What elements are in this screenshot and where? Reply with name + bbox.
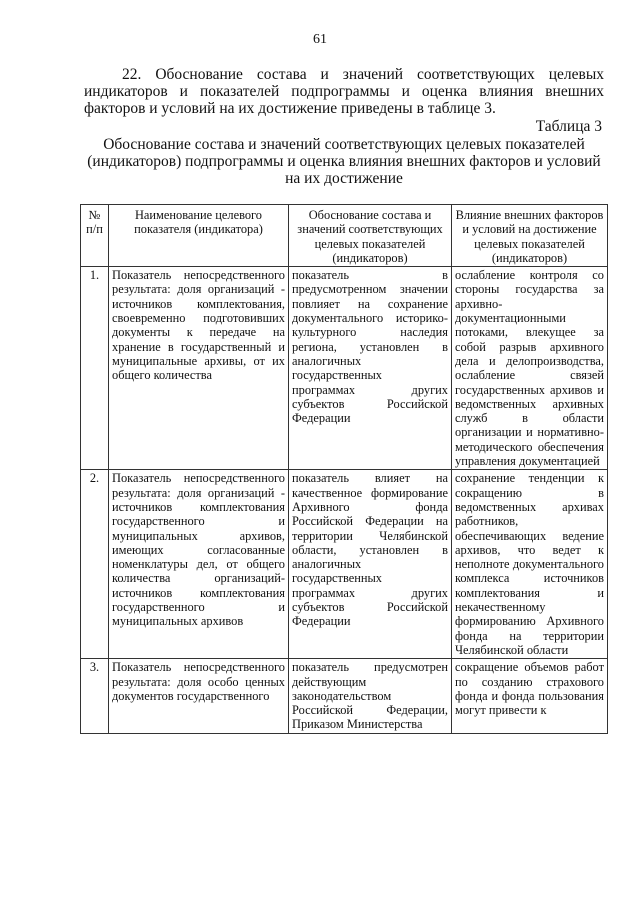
table-label: Таблица 3 bbox=[535, 118, 602, 135]
table-row bbox=[81, 659, 608, 733]
indicators-table bbox=[80, 204, 608, 734]
intro-paragraph: 22. Обоснование состава и значений соответствующих целевых индикаторов и показателей подпрограммы и оценка влияния внешних факторов и условий на их достижение приведены в таблице 3. bbox=[84, 66, 604, 117]
indicator-basis: показатель предусмотрен действующим законодательством Российской Федерации, Приказом Министерства bbox=[289, 659, 452, 733]
header-basis: Обоснование состава и значений соответствующих целевых показателей (индикаторов) bbox=[289, 205, 452, 267]
header-number: № п/п bbox=[81, 205, 109, 267]
indicator-name: Показатель непосредственного результата: доля особо ценных документов государственного bbox=[109, 659, 289, 733]
indicator-name: Показатель непосредственного результата: доля организаций - источников комплектования государственного и муниципальных архивов, имеющих согласованные номенклатуры дел, от общего количества организаций-источников комплектования государственного и муниципальных архивов bbox=[109, 470, 289, 659]
indicator-influence: сохранение тенденции к сокращению в ведомственных архивах работников, обеспечивающих ведение архивов, что ведет к неполноте документального комплекса источников комплектования и некачественному формированию Архивного фонда на территории Челябинской области bbox=[452, 470, 608, 659]
row-number: 1. bbox=[81, 267, 109, 470]
indicator-basis: показатель влияет на качественное формирование Архивного фонда Российской Федерации на территории Челябинской области, установлен в аналогичных государственных программах других субъектов Российской Федерации bbox=[289, 470, 452, 659]
indicator-name: Показатель непосредственного результата: доля организаций - источников комплектования, своевременно подготовивших документы к передаче на хранение в государственный и муниципальные архивы, от их общего количества bbox=[109, 267, 289, 470]
indicator-basis: показатель в предусмотренном значении повлияет на сохранение документального историко-культурного наследия региона, установлен в аналогичных государственных программах других субъектов Российской Федерации bbox=[289, 267, 452, 470]
indicator-influence: сокращение объемов работ по созданию страхового фонда и фонда пользования могут привести к bbox=[452, 659, 608, 733]
table-header-row bbox=[81, 205, 608, 267]
table-caption: Обоснование состава и значений соответствующих целевых показателей (индикаторов) подпрограммы и оценка влияния внешних факторов и условий на их достижение bbox=[87, 136, 601, 187]
header-influence: Влияние внешних факторов и условий на достижение целевых показателей (индикаторов) bbox=[452, 205, 608, 267]
table-row bbox=[81, 267, 608, 470]
indicator-influence: ослабление контроля со стороны государства за архивно-документационными потоками, влекущее за собой разрыв архивного дела и делопроизводства, ослабление связей государственных архивов и ведомственных архивных служб в области организации и нормативно-методического обеспечения управления документацией bbox=[452, 267, 608, 470]
table-row bbox=[81, 470, 608, 659]
header-indicator-name: Наименование целевого показателя (индикатора) bbox=[109, 205, 289, 267]
row-number: 2. bbox=[81, 470, 109, 659]
row-number: 3. bbox=[81, 659, 109, 733]
page-number: 61 bbox=[313, 32, 327, 47]
